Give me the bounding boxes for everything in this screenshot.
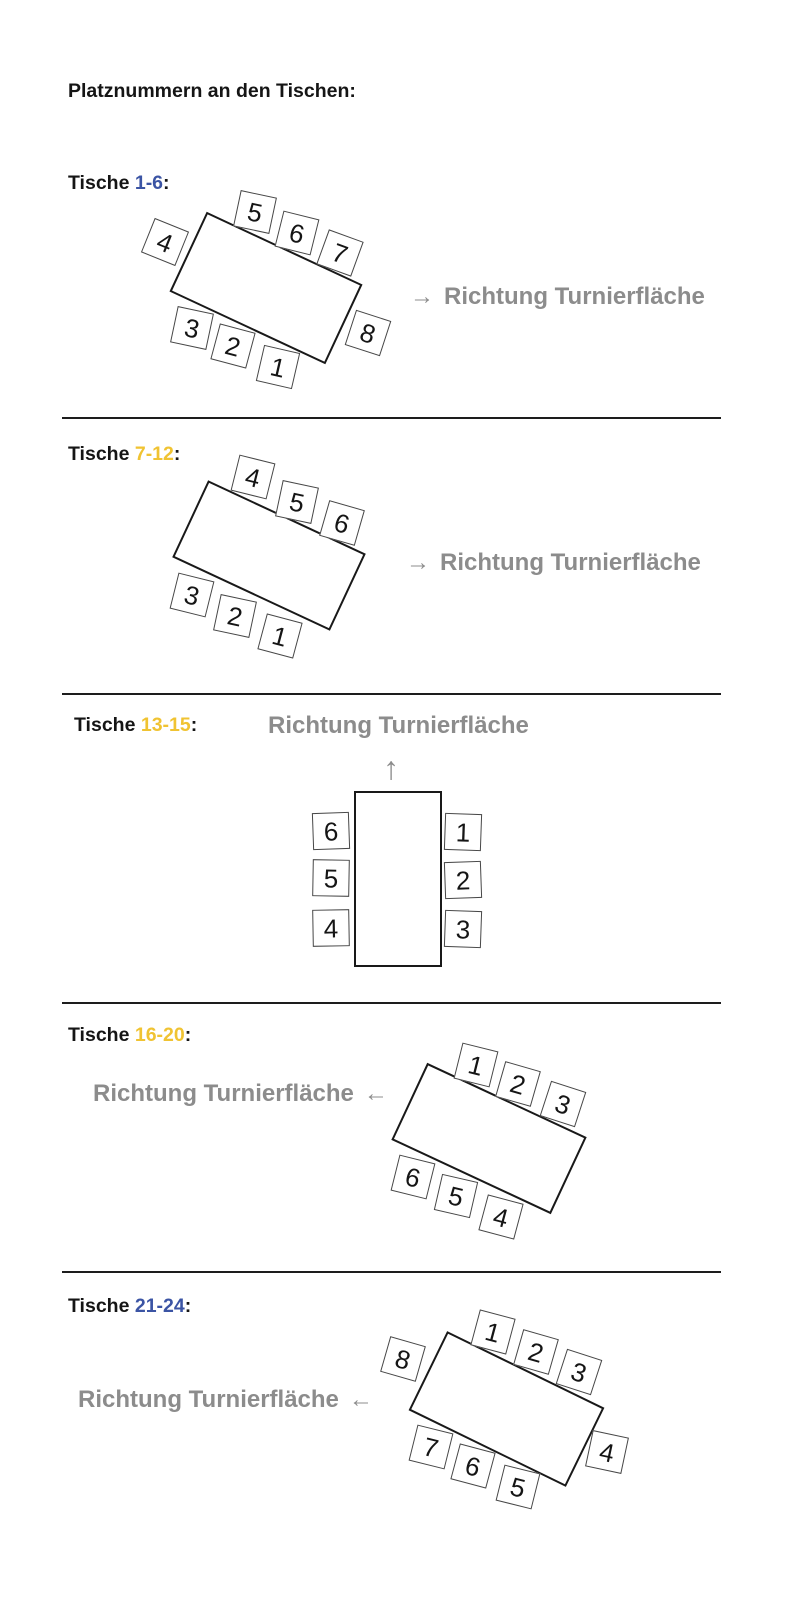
seat-square: 2 (495, 1061, 541, 1107)
section-divider (62, 1002, 721, 1004)
section-label-prefix: Tische (68, 172, 135, 194)
section-label-tische-1-6 (68, 172, 170, 195)
section-label-range: 7-12 (134, 443, 174, 465)
direction-text: Richtung Turnierfläche (440, 549, 701, 576)
seat-square: 5 (434, 1174, 478, 1218)
section-label-colon: : (163, 172, 170, 194)
direction-label-tische-1-6 (410, 283, 705, 311)
seat-square: 1 (257, 613, 302, 658)
section-label-colon: : (184, 1295, 192, 1317)
direction-text: Richtung Turnierfläche (93, 1080, 354, 1107)
up-arrow-icon: ↑ (383, 750, 399, 786)
seat-square: 3 (444, 910, 482, 948)
seat-square: 2 (210, 323, 255, 368)
section-label-prefix: Tische (68, 1295, 135, 1317)
seat-square: 5 (275, 480, 319, 524)
seat-square: 5 (496, 1465, 541, 1510)
seat-square: 6 (312, 812, 350, 850)
seat-square: 5 (233, 190, 277, 234)
seat-square: 1 (444, 813, 482, 851)
section-label-tische-7-12 (68, 443, 180, 466)
seat-square: 1 (470, 1309, 515, 1354)
section-label-range: 16-20 (134, 1024, 185, 1046)
seat-square: 3 (170, 573, 215, 618)
direction-label-tische-7-12 (406, 549, 701, 577)
section-label-colon: : (184, 1024, 192, 1046)
direction-text: Richtung Turnierfläche (444, 283, 705, 310)
section-label-prefix: Tische (74, 714, 141, 736)
section-label-tische-16-20 (68, 1024, 191, 1047)
right-arrow-icon: → (406, 549, 430, 576)
seat-square: 6 (275, 211, 320, 256)
seat-square: 4 (141, 218, 189, 266)
page-title: Platznummern an den Tischen: (68, 80, 356, 102)
section-label-tische-13-15 (74, 714, 197, 737)
section-label-colon: : (190, 714, 198, 736)
seat-square: 3 (556, 1349, 603, 1396)
direction-text: Richtung Turnierfläche (268, 712, 529, 739)
seat-square: 6 (319, 500, 365, 546)
direction-label-tische-16-20 (93, 1080, 388, 1108)
table-rect-tische-13-15 (354, 791, 442, 967)
seat-square: 4 (585, 1430, 629, 1474)
section-label-prefix: Tische (68, 1024, 135, 1046)
section-label-tische-21-24 (68, 1295, 191, 1318)
seat-square: 2 (513, 1329, 559, 1375)
seat-square: 7 (409, 1425, 454, 1470)
seat-square: 2 (444, 861, 482, 899)
seat-square: 1 (454, 1043, 499, 1088)
seat-square: 7 (316, 229, 363, 276)
seat-square: 4 (312, 909, 350, 947)
section-divider (62, 417, 721, 419)
seat-square: 3 (540, 1081, 587, 1128)
direction-text: Richtung Turnierfläche (78, 1386, 339, 1413)
section-divider (62, 693, 721, 695)
section-label-range: 1-6 (134, 172, 164, 194)
seat-square: 6 (391, 1155, 436, 1200)
seat-square: 6 (450, 1443, 495, 1488)
seat-square: 8 (345, 310, 392, 357)
seat-square: 4 (231, 455, 276, 500)
seat-square: 3 (170, 306, 214, 350)
section-label-prefix: Tische (68, 443, 135, 465)
seat-square: 2 (213, 594, 257, 638)
right-arrow-icon: → (410, 283, 434, 310)
seat-square: 4 (478, 1194, 523, 1239)
direction-label-tische-21-24 (78, 1386, 373, 1414)
seat-square: 5 (312, 859, 350, 897)
left-arrow-icon: ← (363, 1080, 388, 1107)
section-label-range: 21-24 (134, 1295, 185, 1317)
left-arrow-icon: ← (348, 1386, 373, 1413)
section-label-range: 13-15 (140, 714, 191, 736)
direction-label-tische-13-15 (268, 712, 529, 740)
section-divider (62, 1271, 721, 1273)
section-label-colon: : (173, 443, 181, 465)
seat-square: 1 (256, 345, 300, 389)
seat-square: 8 (380, 1336, 426, 1382)
